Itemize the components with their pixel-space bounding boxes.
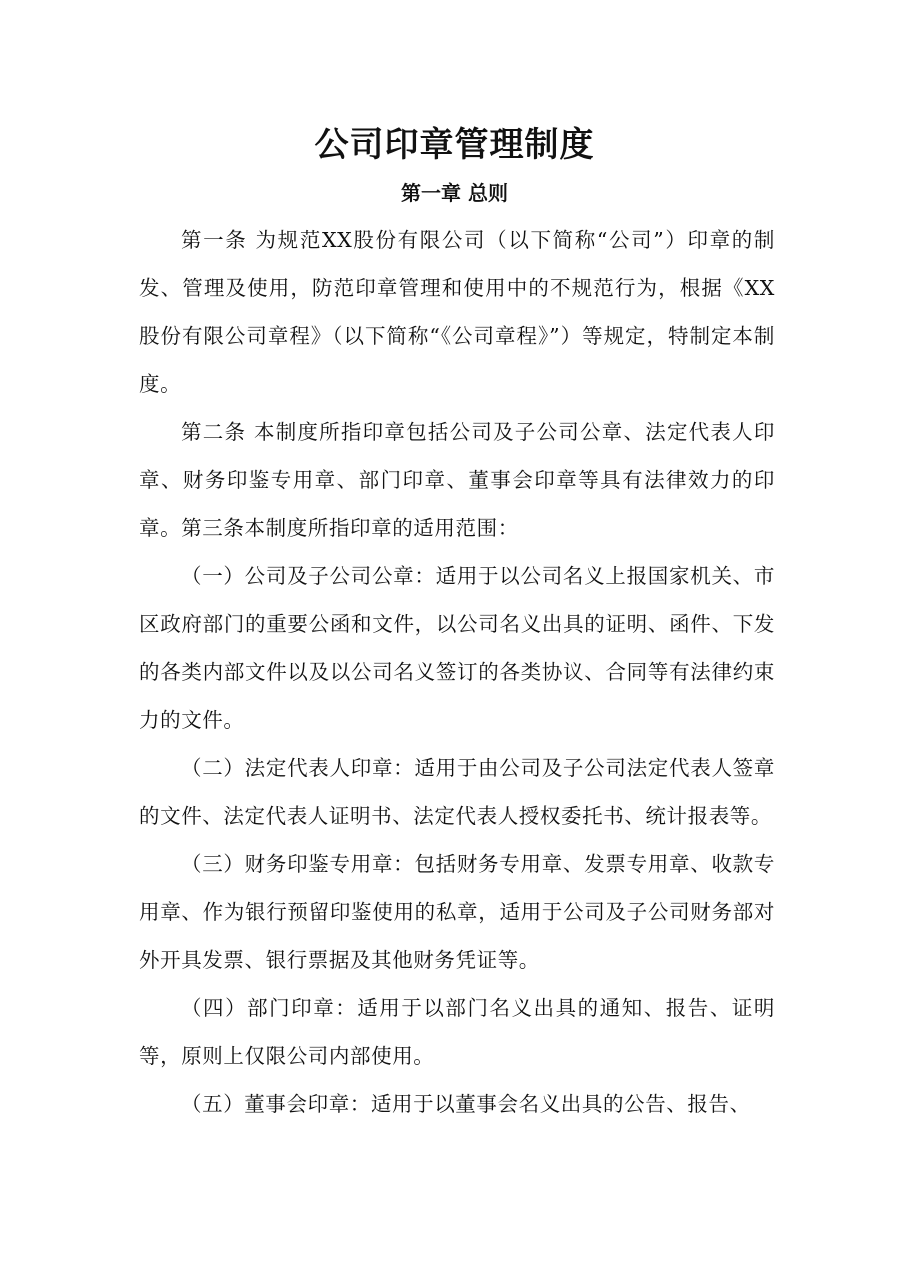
article-1-paragraph: 第一条 为规范XX股份有限公司（以下简称“公司”）印章的制发、管理及使用，防范印章管理和使用中的不规范行为，根据《XX股份有限公司章程》（以下简称“《公司章程》”）等规定，特制定本制度。 <box>139 228 775 396</box>
scope-item-1-paragraph: （一）公司及子公司公章：适用于以公司名义上报国家机关、市区政府部门的重要公函和文件，以公司名义出具的证明、函件、下发的各类内部文件以及以公司名义签订的各类协议、合同等有法律约束力的文件。 <box>139 564 775 732</box>
document-body <box>139 216 775 1128</box>
scope-item-2-paragraph: （二）法定代表人印章：适用于由公司及子公司法定代表人签章的文件、法定代表人证明书、法定代表人授权委托书、统计报表等。 <box>139 756 775 828</box>
document-title: 公司印章管理制度 <box>314 125 595 165</box>
scope-item-5-paragraph: （五）董事会印章：适用于以董事会名义出具的公告、报告、 <box>181 1092 751 1116</box>
article-2-paragraph: 第二条 本制度所指印章包括公司及子公司公章、法定代表人印章、财务印鉴专用章、部门印章、董事会印章等具有法律效力的印章。第三条本制度所指印章的适用范围： <box>139 420 775 540</box>
scope-item-3-paragraph: （三）财务印鉴专用章：包括财务专用章、发票专用章、收款专用章、作为银行预留印鉴使用的私章，适用于公司及子公司财务部对外开具发票、银行票据及其他财务凭证等。 <box>139 852 775 972</box>
scope-item-4-paragraph: （四）部门印章：适用于以部门名义出具的通知、报告、证明等，原则上仅限公司内部使用。 <box>139 996 775 1068</box>
chapter-heading: 第一章 总则 <box>401 181 508 205</box>
